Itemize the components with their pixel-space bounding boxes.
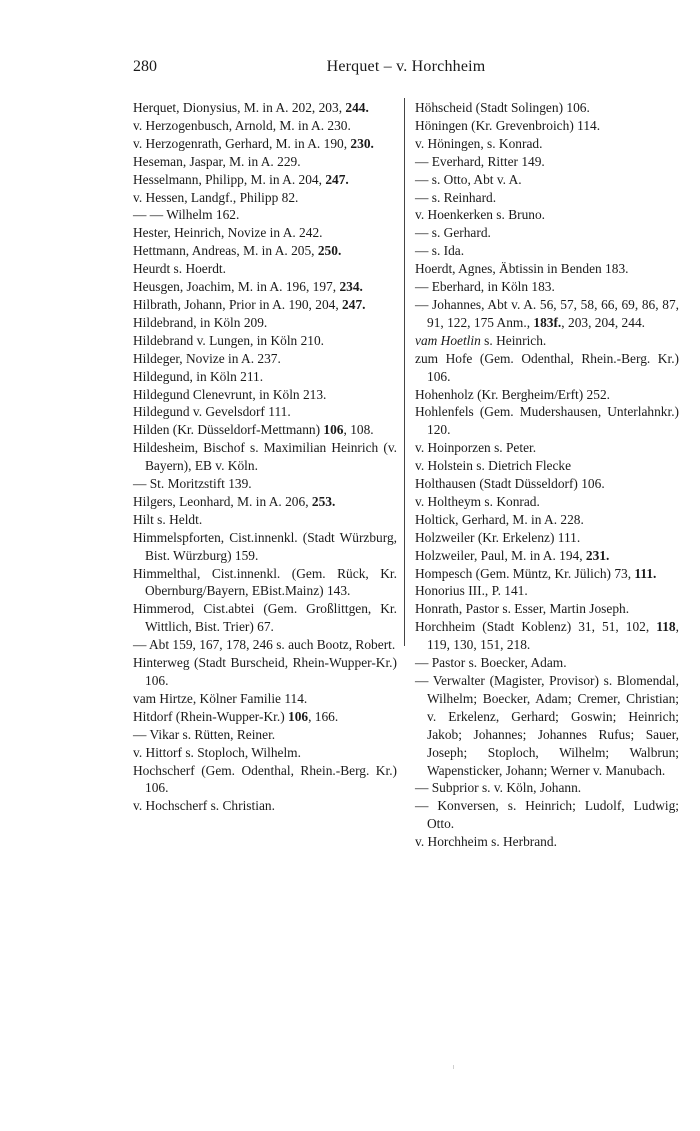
- index-entry: [415, 511, 679, 529]
- entry-text: v. Höningen, s. Konrad.: [415, 135, 543, 151]
- scan-mark: [453, 1065, 454, 1069]
- index-entry: [415, 278, 679, 296]
- page-number: 280: [133, 58, 157, 75]
- index-entry: [133, 636, 397, 654]
- entry-text: — s. Reinhard.: [415, 189, 497, 205]
- bold-page-reference: 118: [656, 619, 676, 635]
- index-entry: [133, 529, 397, 565]
- entry-text: Hildesheim, Bischof s. Maximilian Heinrich (v. Bayern), EB v. Köln.: [133, 440, 397, 474]
- bold-page-reference: 247.: [325, 171, 349, 187]
- entry-text: v. Horchheim s. Herbrand.: [415, 834, 557, 850]
- entry-text: v. Holstein s. Dietrich Flecke: [415, 458, 572, 474]
- index-entry: [415, 153, 679, 171]
- index-entry: [133, 565, 397, 601]
- entry-text: Hildegund, in Köln 211.: [133, 368, 264, 384]
- entry-text: Hesselmann, Philipp, M. in A. 204,: [133, 171, 326, 187]
- entry-text: — s. Ida.: [415, 243, 465, 259]
- entry-text: Hohenholz (Kr. Bergheim/Erft) 252.: [415, 386, 610, 402]
- index-entry: [133, 206, 397, 224]
- bold-page-reference: 106: [323, 422, 344, 438]
- index-entry: [133, 135, 397, 153]
- index-entry: [133, 797, 397, 815]
- bold-page-reference: 230.: [350, 135, 374, 151]
- index-entry: [415, 439, 679, 457]
- entry-text: Herquet, Dionysius, M. in A. 202, 203,: [133, 100, 346, 115]
- entry-text: — Pastor s. Boecker, Adam.: [415, 655, 567, 671]
- index-entry: [415, 797, 679, 833]
- entry-text: — St. Moritzstift 139.: [133, 476, 252, 492]
- index-entry: [133, 171, 397, 189]
- index-entry: [415, 493, 679, 511]
- index-entry: [133, 600, 397, 636]
- index-entry: [133, 421, 397, 439]
- index-entry: [133, 403, 397, 421]
- index-entry: [133, 260, 397, 278]
- entry-text: — Eberhard, in Köln 183.: [415, 279, 555, 295]
- bold-page-reference: 111.: [634, 565, 657, 581]
- index-entry: [133, 189, 397, 207]
- index-entry: [133, 242, 397, 260]
- bold-page-reference: 247.: [342, 296, 366, 312]
- entry-text: Hilden (Kr. Düsseldorf-Mettmann): [133, 422, 324, 438]
- index-entry: [133, 99, 397, 117]
- index-entry: [415, 242, 679, 260]
- index-entry: [415, 224, 679, 242]
- index-entry: [133, 386, 397, 404]
- entry-text: Hoerdt, Agnes, Äbtissin in Benden 183.: [415, 261, 629, 277]
- entry-text: v. Herzogenrath, Gerhard, M. in A. 190,: [133, 135, 351, 151]
- entry-text: — Abt 159, 167, 178, 246 s. auch Bootz, Robert.: [133, 637, 396, 653]
- index-entry: [415, 654, 679, 672]
- index-entry: [133, 475, 397, 493]
- entry-text: , 166.: [308, 708, 339, 724]
- entry-text: Hildegund v. Gevelsdorf 111.: [133, 404, 291, 420]
- index-entry: [415, 260, 679, 278]
- index-entry: [415, 296, 679, 332]
- entry-text: — — Wilhelm 162.: [133, 207, 240, 223]
- entry-text: — Everhard, Ritter 149.: [415, 153, 545, 169]
- bold-page-reference: 244.: [345, 100, 369, 115]
- entry-text: v. Hessen, Landgf., Philipp 82.: [133, 189, 299, 205]
- column-divider: [404, 98, 405, 646]
- entry-text: v. Hochscherf s. Christian.: [133, 798, 275, 814]
- entry-text: Holzweiler, Paul, M. in A. 194,: [415, 547, 586, 563]
- index-entry: [133, 511, 397, 529]
- entry-text: v. Herzogenbusch, Arnold, M. in A. 230.: [133, 117, 351, 133]
- entry-text: Himmelthal, Cist.innenkl. (Gem. Rück, Kr. Obernburg/Bayern, EBist.Mainz) 143.: [133, 565, 397, 599]
- entry-text: Honorius III., P. 141.: [415, 583, 528, 599]
- index-entry: [415, 386, 679, 404]
- entry-text: Hohlenfels (Gem. Mudershausen, Unterlahnkr.) 120.: [415, 404, 679, 438]
- entry-text: zum Hofe (Gem. Odenthal, Rhein.-Berg. Kr.) 106.: [415, 350, 679, 384]
- index-entry: [415, 833, 679, 851]
- entry-text: Hochscherf (Gem. Odenthal, Rhein.-Berg. Kr.) 106.: [133, 762, 397, 796]
- index-entry: [415, 117, 679, 135]
- index-entry: [133, 296, 397, 314]
- entry-text: Himmerod, Cist.abtei (Gem. Großlittgen, Kr. Wittlich, Bist. Trier) 67.: [133, 601, 397, 635]
- entry-text: — Subprior s. v. Köln, Johann.: [415, 780, 582, 796]
- index-entry: [133, 224, 397, 242]
- page-header: [133, 58, 679, 82]
- entry-text: Hildeger, Novize in A. 237.: [133, 350, 281, 366]
- entry-text: Hitdorf (Rhein-Wupper-Kr.): [133, 708, 288, 724]
- entry-text: Holthausen (Stadt Düsseldorf) 106.: [415, 476, 605, 492]
- index-entry: [133, 439, 397, 475]
- entry-text: — Vikar s. Rütten, Reiner.: [133, 726, 276, 742]
- bold-page-reference: 106: [288, 708, 309, 724]
- index-entry: [415, 350, 679, 386]
- entry-text: Hester, Heinrich, Novize in A. 242.: [133, 225, 323, 241]
- index-entry: [133, 153, 397, 171]
- entry-text: v. Hoenkerken s. Bruno.: [415, 207, 546, 223]
- entry-text: Honrath, Pastor s. Esser, Martin Joseph.: [415, 601, 630, 617]
- entry-text: Himmelspforten, Cist.innenkl. (Stadt Würzburg, Bist. Würzburg) 159.: [133, 529, 397, 563]
- index-entry: [133, 117, 397, 135]
- index-entry: [415, 403, 679, 439]
- entry-text: — Verwalter (Magister, Provisor) s. Blomendal, Wilhelm; Boecker, Adam; Cremer, Christian; v. Erkelenz, Gerhard; Goswin; Heinrich; Jakob; Johannes; Johannes Rufus; Sauer, Joseph; Stoploch, Wilhelm; Walbrun; Wapensticker, Johann; Werner v. Manubach.: [415, 673, 679, 778]
- index-entry: [415, 547, 679, 565]
- entry-text: Hildebrand v. Lungen, in Köln 210.: [133, 332, 325, 348]
- running-title: Herquet – v. Horchheim: [326, 58, 486, 75]
- entry-text: Hilbrath, Johann, Prior in A. 190, 204,: [133, 296, 343, 312]
- index-entry: [133, 493, 397, 511]
- index-entry: [133, 708, 397, 726]
- index-entry: [133, 278, 397, 296]
- entry-text: vam Hirtze, Kölner Familie 114.: [133, 690, 308, 706]
- bold-page-reference: 231.: [585, 547, 610, 563]
- entry-text: Holzweiler (Kr. Erkelenz) 111.: [415, 529, 581, 545]
- index-entry: [415, 618, 679, 654]
- index-entry: [415, 135, 679, 153]
- entry-text: Hilt s. Heldt.: [133, 511, 203, 527]
- index-entry: [133, 368, 397, 386]
- index-entry: [415, 672, 679, 779]
- index-entry: [133, 690, 397, 708]
- index-entry: [133, 350, 397, 368]
- entry-text: Hettmann, Andreas, M. in A. 205,: [133, 243, 318, 259]
- index-entry: [415, 779, 679, 797]
- index-entry: [415, 99, 679, 117]
- index-entry: [133, 726, 397, 744]
- index-entry: [415, 332, 679, 350]
- entry-text: v. Hoinporzen s. Peter.: [415, 440, 537, 456]
- entry-text: , 119, 130, 151, 218.: [427, 619, 679, 653]
- index-entry: [133, 332, 397, 350]
- entry-text: Höningen (Kr. Grevenbroich) 114.: [415, 117, 601, 133]
- index-entry: [415, 457, 679, 475]
- index-entry: [133, 762, 397, 798]
- index-entry: [133, 654, 397, 690]
- index-entry: [133, 314, 397, 332]
- entry-text: Hinterweg (Stadt Burscheid, Rhein-Wupper-Kr.) 106.: [133, 655, 397, 688]
- entry-text: — s. Otto, Abt v. A.: [415, 171, 522, 187]
- entry-text: , 203, 204, 244.: [561, 314, 645, 330]
- entry-text: v. Holtheym s. Konrad.: [415, 493, 540, 509]
- entry-text: Horchheim (Stadt Koblenz) 31, 51, 102,: [415, 619, 657, 635]
- entry-text: Hilgers, Leonhard, M. in A. 206,: [133, 493, 312, 509]
- entry-text: Heusgen, Joachim, M. in A. 196, 197,: [133, 279, 340, 295]
- bold-page-reference: 253.: [311, 493, 336, 509]
- entry-text: v. Hittorf s. Stoploch, Wilhelm.: [133, 744, 301, 760]
- index-entry: [415, 475, 679, 493]
- bold-page-reference: 183f.: [533, 314, 562, 330]
- index-entry: [415, 171, 679, 189]
- entry-text: , 108.: [343, 422, 374, 438]
- bold-page-reference: 234.: [339, 279, 363, 295]
- entry-text: Heurdt s. Hoerdt.: [133, 261, 226, 277]
- entry-text: Höhscheid (Stadt Solingen) 106.: [415, 100, 590, 115]
- index-entry: [415, 565, 679, 583]
- index-entry: [415, 189, 679, 207]
- index-column-left: [133, 99, 397, 815]
- entry-text: — s. Gerhard.: [415, 225, 491, 241]
- index-entry: [415, 529, 679, 547]
- italic-text: vam Hoetlin: [415, 332, 481, 348]
- index-entry: [415, 582, 679, 600]
- bold-page-reference: 250.: [317, 243, 342, 259]
- index-entry: [415, 600, 679, 618]
- index-column-right: [415, 99, 679, 851]
- entry-text: s. Heinrich.: [480, 332, 547, 348]
- entry-text: — Johannes, Abt v. A. 56, 57, 58, 66, 69, 86, 87, 91, 122, 175 Anm.,: [415, 296, 679, 330]
- entry-text: — Konversen, s. Heinrich; Ludolf, Ludwig; Otto.: [415, 798, 679, 832]
- entry-text: Holtick, Gerhard, M. in A. 228.: [415, 511, 584, 527]
- entry-text: Hompesch (Gem. Müntz, Kr. Jülich) 73,: [415, 565, 635, 581]
- entry-text: Hildegund Clenevrunt, in Köln 213.: [133, 386, 327, 402]
- index-entry: [133, 744, 397, 762]
- entry-text: Heseman, Jaspar, M. in A. 229.: [133, 153, 301, 169]
- entry-text: Hildebrand, in Köln 209.: [133, 314, 268, 330]
- index-entry: [415, 206, 679, 224]
